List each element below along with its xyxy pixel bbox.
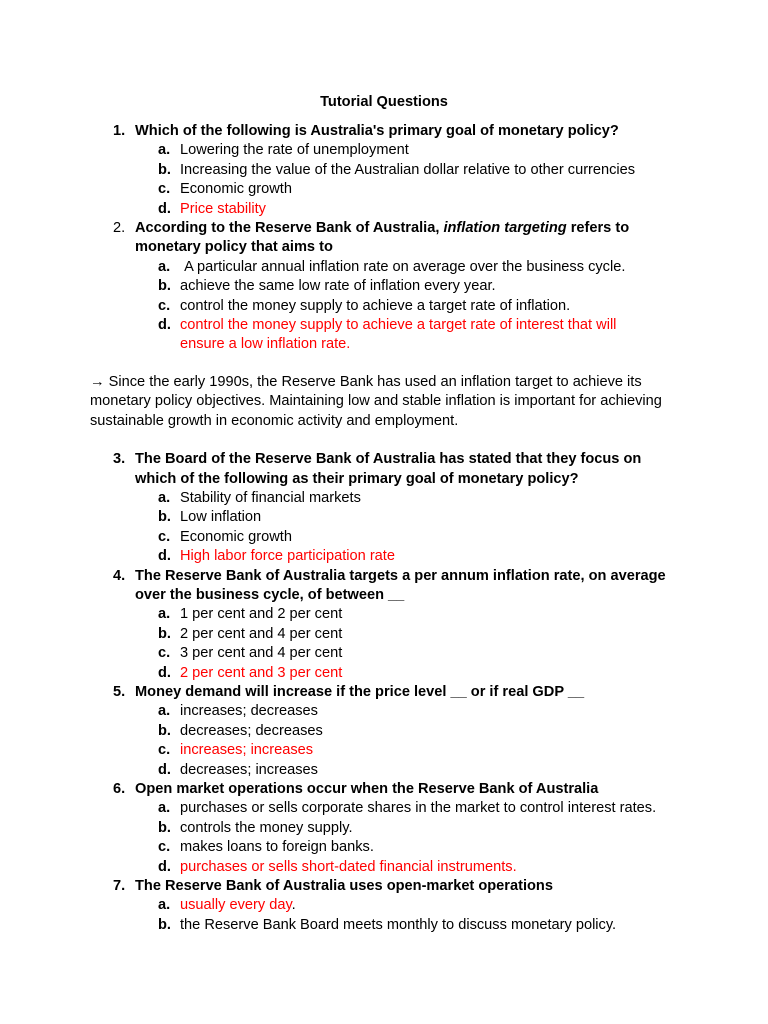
- option-label: c.: [158, 297, 171, 314]
- answer-text: increases; increases: [180, 742, 314, 759]
- answer-text: 2 per cent and 3 per cent: [180, 664, 343, 681]
- option-text: Economic growth: [180, 528, 292, 545]
- option-label: d.: [158, 858, 171, 875]
- answer-text: Price stability: [180, 200, 266, 217]
- option-1a: [0, 141, 768, 160]
- question-6: [0, 780, 768, 799]
- option-text: 1 per cent and 2 per cent: [180, 606, 343, 623]
- question-number: 6.: [113, 781, 126, 797]
- option-3a: [0, 489, 768, 508]
- option-6d: [0, 858, 768, 877]
- option-text: Low inflation: [180, 509, 262, 526]
- option-text: Lowering the rate of unemployment: [180, 142, 409, 159]
- question-7: [0, 877, 768, 896]
- option-label: d.: [158, 200, 171, 217]
- question-text: The Reserve Bank of Australia targets a per annum inflation rate, on average over the business cycle, of between __: [135, 567, 666, 603]
- option-label: d.: [158, 548, 171, 565]
- option-text: increases; decreases: [180, 703, 318, 720]
- option-6a: [0, 799, 768, 818]
- question-2: [0, 219, 768, 258]
- option-text: 3 per cent and 4 per cent: [180, 645, 343, 662]
- option-2d: [0, 316, 768, 355]
- note-text: Since the early 1990s, the Reserve Bank has used an inflation target to achieve its monetary policy objectives. Maintaining low and stable inflation is important for achieving sustainable growth in economic activity and employment.: [90, 373, 662, 429]
- question-text-emphasis: inflation targeting: [443, 220, 567, 237]
- option-label: a.: [158, 703, 171, 720]
- option-label: b.: [158, 278, 171, 295]
- answer-text: purchases or sells short-dated financial instruments.: [180, 858, 517, 875]
- option-3d: [0, 547, 768, 566]
- option-label: b.: [158, 625, 171, 642]
- answer-text: usually every day: [180, 897, 292, 914]
- question-text-end: refers to monetary policy that aims to: [135, 220, 630, 256]
- page-title: Tutorial Questions: [320, 94, 448, 110]
- option-text: Economic growth: [180, 181, 292, 198]
- option-4b: [0, 625, 768, 644]
- option-label: c.: [158, 528, 171, 545]
- question-3: [0, 450, 768, 489]
- option-text: Stability of financial markets: [180, 489, 361, 506]
- question-number: 1.: [113, 123, 126, 139]
- option-label: b.: [158, 916, 171, 933]
- question-text: Open market operations occur when the Reserve Bank of Australia: [135, 781, 599, 797]
- option-text: decreases; increases: [180, 761, 318, 778]
- option-4d: [0, 664, 768, 683]
- option-7a: [0, 896, 768, 915]
- option-label: b.: [158, 722, 171, 739]
- option-label: c.: [158, 645, 171, 662]
- option-text: achieve the same low rate of inflation every year.: [180, 278, 496, 295]
- answer-text: High labor force participation rate: [180, 548, 395, 565]
- option-5c: [0, 741, 768, 760]
- option-1b: [0, 161, 768, 180]
- arrow-icon: →: [90, 373, 105, 390]
- option-7b: [0, 916, 768, 935]
- option-1c: [0, 180, 768, 199]
- question-text: The Board of the Reserve Bank of Australia has stated that they focus on which of the following as their primary goal of monetary policy?: [135, 451, 642, 487]
- option-text: A particular annual inflation rate on average over the business cycle.: [180, 258, 626, 275]
- option-2a: [0, 258, 768, 277]
- question-4: [0, 567, 768, 606]
- explanation-note: [0, 373, 768, 431]
- question-1: [0, 122, 768, 141]
- question-number: 4.: [113, 567, 126, 584]
- question-text: Which of the following is Australia's primary goal of monetary policy?: [135, 123, 619, 139]
- question-number: 7.: [113, 878, 126, 895]
- option-label: d.: [158, 317, 171, 334]
- option-label: a.: [158, 800, 171, 817]
- question-text: [135, 220, 629, 255]
- option-text: control the money supply to achieve a target rate of inflation.: [180, 297, 571, 314]
- option-4a: [0, 605, 768, 624]
- option-3b: [0, 508, 768, 527]
- question-text-start: According to the Reserve Bank of Australia,: [135, 220, 444, 237]
- option-label: d.: [158, 664, 171, 681]
- question-number: 2.: [113, 220, 126, 237]
- option-5b: [0, 722, 768, 741]
- option-6c: [0, 838, 768, 857]
- option-3c: [0, 528, 768, 547]
- option-label: c.: [158, 181, 171, 198]
- option-label: b.: [158, 161, 171, 178]
- question-text: Money demand will increase if the price level __ or if real GDP __: [135, 683, 585, 700]
- option-label: a.: [158, 258, 171, 275]
- option-label: b.: [158, 509, 171, 526]
- question-list: [0, 122, 768, 935]
- option-text: purchases or sells corporate shares in the market to control interest rates.: [180, 800, 657, 817]
- option-text: Increasing the value of the Australian dollar relative to other currencies: [180, 161, 636, 178]
- question-5: [0, 683, 768, 702]
- option-text: 2 per cent and 4 per cent: [180, 625, 343, 642]
- option-label: c.: [158, 742, 171, 759]
- question-text: The Reserve Bank of Australia uses open-market operations: [135, 878, 553, 895]
- option-label: a.: [158, 142, 171, 159]
- option-text: decreases; decreases: [180, 722, 323, 739]
- answer-suffix: .: [291, 897, 296, 914]
- answer-text: control the money supply to achieve a target rate of interest that will ensure a low inflation rate.: [180, 317, 617, 353]
- option-1d: [0, 200, 768, 219]
- option-4c: [0, 644, 768, 663]
- option-5d: [0, 761, 768, 780]
- option-label: b.: [158, 819, 171, 836]
- option-text: controls the money supply.: [180, 819, 353, 836]
- option-label: d.: [158, 761, 171, 778]
- option-label: c.: [158, 839, 171, 856]
- option-text: makes loans to foreign banks.: [180, 839, 374, 856]
- option-label: a.: [158, 489, 171, 506]
- question-number: 3.: [113, 451, 126, 468]
- option-label: a.: [158, 897, 171, 914]
- option-label: a.: [158, 606, 171, 623]
- option-6b: [0, 819, 768, 838]
- option-5a: [0, 702, 768, 721]
- option-2b: [0, 277, 768, 296]
- option-2c: [0, 297, 768, 316]
- option-text: the Reserve Bank Board meets monthly to discuss monetary policy.: [180, 916, 617, 933]
- question-number: 5.: [113, 683, 126, 700]
